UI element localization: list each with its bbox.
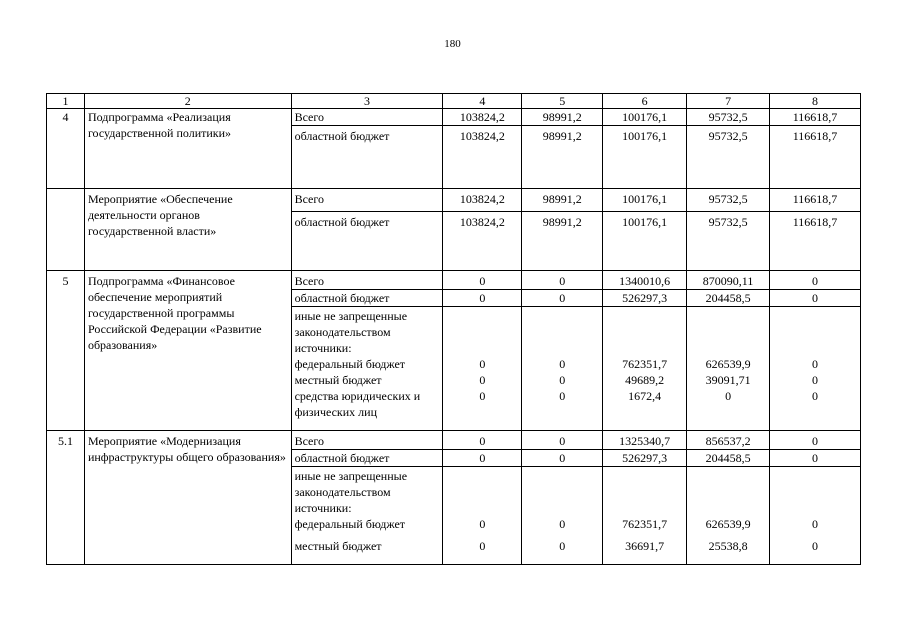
value-line: 626539,9: [705, 357, 751, 371]
source-cell: областной бюджет: [291, 212, 443, 271]
value-cell: 0: [522, 431, 603, 450]
value-line: 626539,9: [705, 517, 751, 531]
value-cell: 100176,1: [603, 189, 687, 212]
budget-table: [46, 93, 861, 565]
value-cell: 204458,5: [687, 450, 770, 467]
value-cell: 100176,1: [603, 109, 687, 126]
program-name: Мероприятие «Обеспечение деятельности органов государственной власти»: [84, 189, 291, 271]
table-row: [47, 189, 861, 212]
value-line: 39091,71: [705, 373, 751, 387]
value-cell: 116618,7: [770, 212, 861, 271]
value-line: 0: [479, 357, 486, 371]
value-line: 0: [479, 389, 486, 403]
value-cell: 526297,3: [603, 290, 687, 307]
value-cell: 98991,2: [522, 126, 603, 189]
value-line: 0: [812, 373, 819, 387]
value-cell: [687, 467, 770, 565]
source-line: местный бюджет: [294, 539, 382, 553]
header-cell: 3: [291, 94, 443, 109]
row-number: [47, 189, 85, 271]
header-cell: 5: [522, 94, 603, 109]
value-cell: 95732,5: [687, 126, 770, 189]
header-cell: 2: [84, 94, 291, 109]
value-cell: 103824,2: [443, 189, 522, 212]
table-row: [47, 431, 861, 450]
value-line: 0: [812, 539, 819, 553]
value-cell: [770, 467, 861, 565]
value-cell: 0: [770, 290, 861, 307]
value-cell: 526297,3: [603, 450, 687, 467]
header-cell: 7: [687, 94, 770, 109]
source-line: средства юридических и физических лиц: [294, 389, 421, 419]
value-cell: [443, 307, 522, 431]
value-cell: [522, 467, 603, 565]
value-cell: 0: [443, 431, 522, 450]
header-cell: 1: [47, 94, 85, 109]
value-line: 0: [725, 389, 732, 403]
value-line: 1672,4: [628, 389, 662, 403]
value-cell: 100176,1: [603, 126, 687, 189]
value-cell: 0: [443, 450, 522, 467]
value-line: 0: [559, 373, 566, 387]
source-line: федеральный бюджет: [294, 517, 406, 531]
value-cell: 0: [770, 450, 861, 467]
value-line: 36691,7: [625, 539, 665, 553]
value-cell: 1325340,7: [603, 431, 687, 450]
source-cell: Всего: [291, 271, 443, 290]
other-sources-label: иные не запрещенные законодательством источники:: [294, 309, 408, 355]
program-name: Подпрограмма «Финансовое обеспечение мероприятий государственной программы Российской Федерации «Развитие образования»: [84, 271, 291, 431]
source-cell: областной бюджет: [291, 450, 443, 467]
other-sources-label: иные не запрещенные законодательством источники:: [294, 469, 408, 515]
program-name: Подпрограмма «Реализация государственной политики»: [84, 109, 291, 189]
value-cell: 0: [522, 290, 603, 307]
value-line: 25538,8: [708, 539, 748, 553]
value-cell: 98991,2: [522, 189, 603, 212]
value-cell: 103824,2: [443, 126, 522, 189]
value-cell: 0: [522, 450, 603, 467]
table-row: [47, 271, 861, 290]
value-line: 0: [812, 517, 819, 531]
value-line: 0: [559, 517, 566, 531]
value-cell: 103824,2: [443, 212, 522, 271]
value-cell: 100176,1: [603, 212, 687, 271]
source-cell: Всего: [291, 431, 443, 450]
value-line: 762351,7: [622, 517, 668, 531]
row-number: 5.1: [47, 431, 85, 565]
table-row: [47, 109, 861, 126]
value-line: 0: [559, 389, 566, 403]
value-line: 0: [479, 539, 486, 553]
value-cell: 204458,5: [687, 290, 770, 307]
value-cell: 116618,7: [770, 109, 861, 126]
source-cell: областной бюджет: [291, 290, 443, 307]
row-number: 5: [47, 271, 85, 431]
value-cell: 116618,7: [770, 189, 861, 212]
source-line: местный бюджет: [294, 373, 382, 387]
row-number: 4: [47, 109, 85, 189]
value-line: 0: [559, 539, 566, 553]
value-cell: [603, 307, 687, 431]
value-cell: [687, 307, 770, 431]
program-name: Мероприятие «Модернизация инфраструктуры общего образования»: [84, 431, 291, 565]
value-line: 0: [559, 357, 566, 371]
value-cell: [522, 307, 603, 431]
value-line: 762351,7: [622, 357, 668, 371]
value-cell: 95732,5: [687, 212, 770, 271]
other-sources-cell: [291, 467, 443, 565]
other-sources-cell: [291, 307, 443, 431]
table-header-row: [47, 94, 861, 109]
value-line: 0: [812, 357, 819, 371]
source-line: федеральный бюджет: [294, 357, 406, 371]
source-cell: Всего: [291, 109, 443, 126]
source-cell: Всего: [291, 189, 443, 212]
value-cell: 98991,2: [522, 212, 603, 271]
value-cell: [603, 467, 687, 565]
header-cell: 6: [603, 94, 687, 109]
value-cell: 856537,2: [687, 431, 770, 450]
page-number: 180: [444, 38, 461, 50]
value-cell: 98991,2: [522, 109, 603, 126]
value-cell: 95732,5: [687, 189, 770, 212]
header-cell: 4: [443, 94, 522, 109]
value-cell: 1340010,6: [603, 271, 687, 290]
value-line: 0: [479, 373, 486, 387]
value-cell: [443, 467, 522, 565]
value-cell: 870090,11: [687, 271, 770, 290]
value-line: 0: [812, 389, 819, 403]
value-cell: 95732,5: [687, 109, 770, 126]
value-cell: 0: [443, 271, 522, 290]
value-cell: 0: [770, 271, 861, 290]
value-cell: 0: [443, 290, 522, 307]
value-cell: 0: [770, 431, 861, 450]
value-cell: 0: [522, 271, 603, 290]
value-cell: 116618,7: [770, 126, 861, 189]
value-cell: 103824,2: [443, 109, 522, 126]
value-line: 49689,2: [625, 373, 665, 387]
header-cell: 8: [770, 94, 861, 109]
value-cell: [770, 307, 861, 431]
source-cell: областной бюджет: [291, 126, 443, 189]
value-line: 0: [479, 517, 486, 531]
